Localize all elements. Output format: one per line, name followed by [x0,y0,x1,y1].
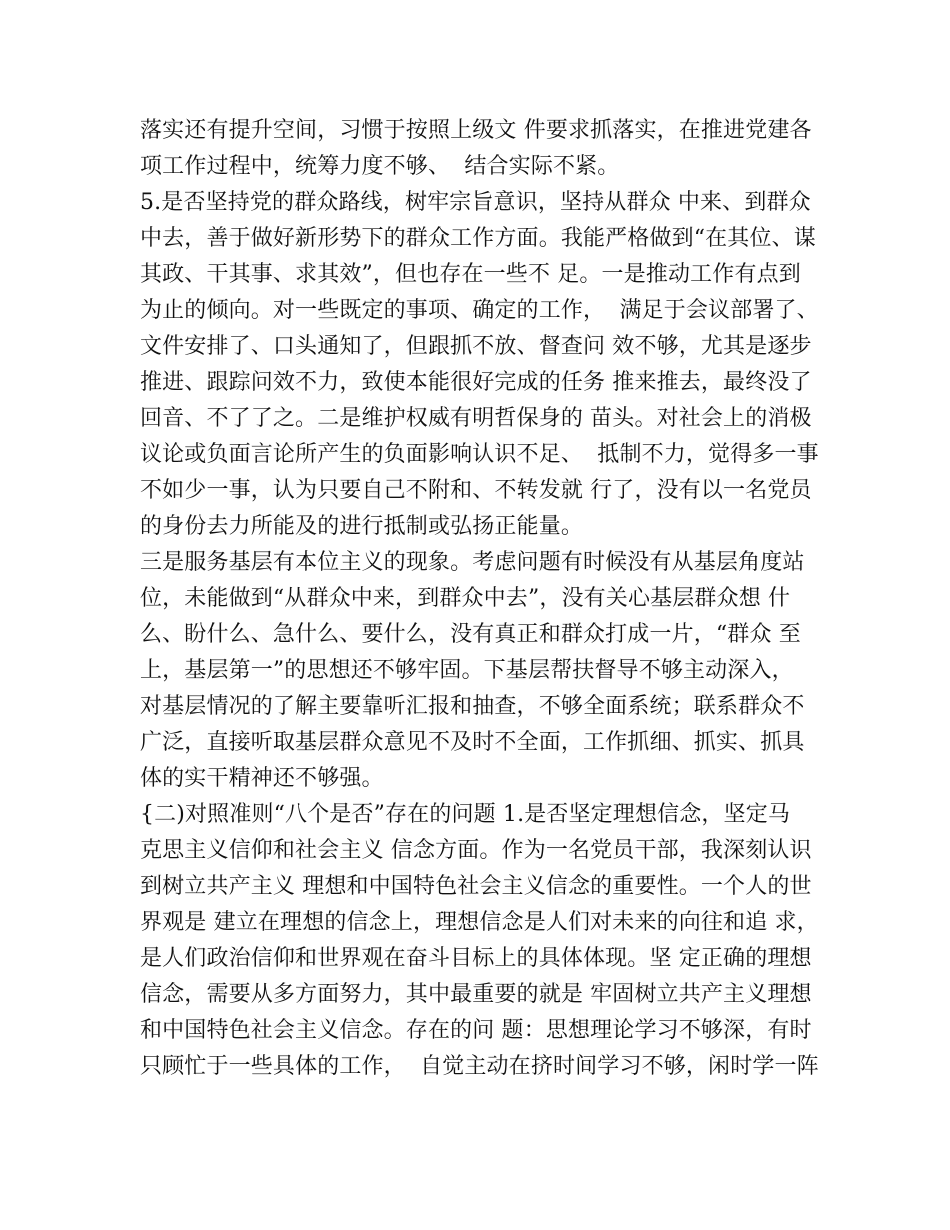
text-line: 只顾忙于一些具体的工作， 自觉主动在挤时间学习不够，闲时学一阵 [140,1054,819,1079]
text-line: 项工作过程中，统筹力度不够、 结合实际不紧。 [140,154,620,179]
text-line: 回音、不了了之。二是维护权威有明哲保身的 苗头。对社会上的消极 [140,406,812,431]
text-line: 界观是 建立在理想的信念上，理想信念是人们对未来的向往和追 求， [140,910,819,935]
text-line: 信念，需要从多方面努力，其中最重要的就是 牢固树立共产主义理想 [140,982,812,1007]
text-line: 其政、干其事、求其效”，但也存在一些不 足。一是推动工作有点到 [140,262,801,287]
text-line: 三是服务基层有本位主义的现象。考虑问题有时候没有从基层角度站 [140,550,805,575]
text-line: {二)对照准则“八个是否”存在的问题 1.是否坚定理想信念，坚定马 [140,802,791,827]
text-line: 的身份去力所能及的进行抵制或弘扬正能量。 [140,514,584,539]
document-body [140,113,820,1085]
text-line: 推进、跟踪问效不力，致使本能很好完成的任务 推来推去，最终没了 [140,370,812,395]
text-line: 为止的倾向。对一些既定的事项、确定的工作， 满足于会议部署了、 [140,298,819,323]
text-line: 议论或负面言论所产生的负面影响认识不足、 抵制不力，觉得多一事 [140,442,819,467]
text-line: 克思主义信仰和社会主义 信念方面。作为一名党员干部，我深刻认识 [140,838,812,863]
text-line: 上，基层第一”的思想还不够牢固。下基层帮扶督导不够主动深入， [140,658,794,683]
text-line: 体的实干精神还不够强。 [140,766,384,791]
text-line: 是人们政治信仰和世界观在奋斗目标上的具体体现。坚 定正确的理想 [140,946,812,971]
text-line: 5.是否坚持党的群众路线，树牢宗旨意识，坚持从群众 中来、到群众 [140,190,811,215]
text-line: 中去，善于做好新形势下的群众工作方面。我能严格做到“在其位、谋 [140,226,816,251]
text-line: 落实还有提升空间，习惯于按照上级文 件要求抓落实，在推进党建各 [140,118,812,143]
text-line: 文件安排了、口头通知了，但跟抓不放、督查问 效不够，尤其是逐步 [140,334,812,359]
text-line: 么、盼什么、急什么、要什么，没有真正和群众打成一片，“群众 至 [140,622,801,647]
text-line: 位，未能做到“从群众中来，到群众中去”，没有关心基层群众想 什 [140,586,791,611]
text-line: 和中国特色社会主义信念。存在的问 题：思想理论学习不够深，有时 [140,1018,812,1043]
text-line: 对基层情况的了解主要靠听汇报和抽查，不够全面系统；联系群众不 [140,694,805,719]
text-line: 不如少一事，认为只要自己不附和、不转发就 行了，没有以一名党员 [140,478,812,503]
text-line: 广泛，直接听取基层群众意见不及时不全面，工作抓细、抓实、抓具 [140,730,805,755]
text-line: 到树立共产主义 理想和中国特色社会主义信念的重要性。一个人的世 [140,874,812,899]
